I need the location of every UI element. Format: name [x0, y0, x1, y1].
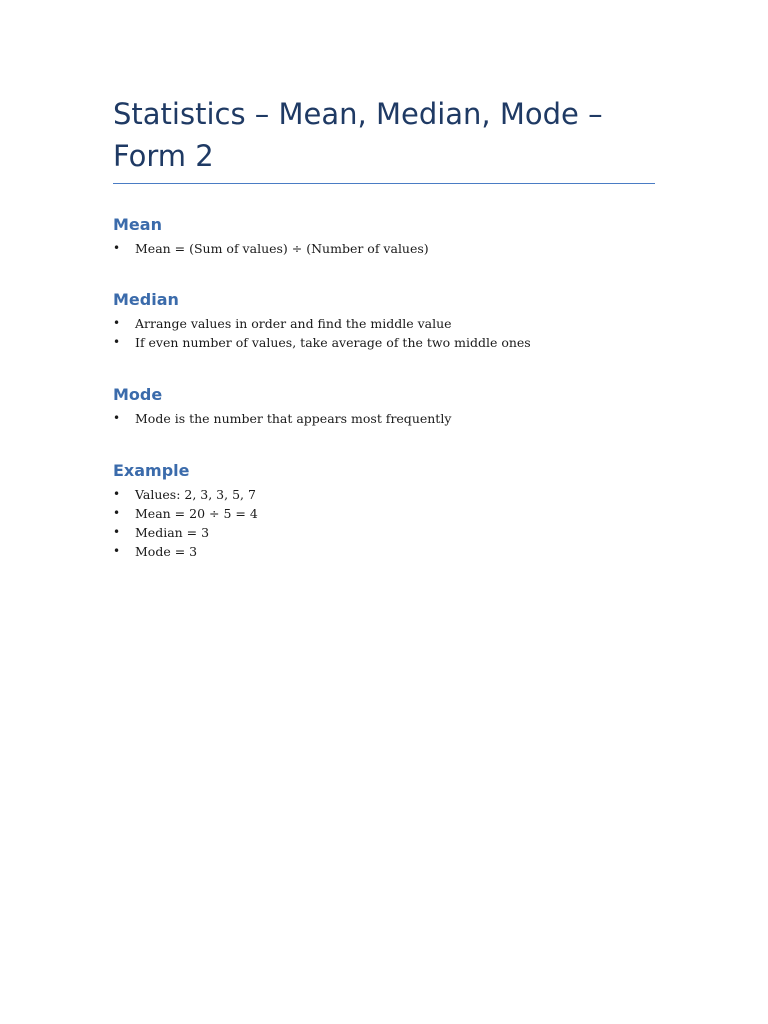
- bullet-icon: •: [113, 544, 121, 558]
- list-item-text: Mean = (Sum of values) ÷ (Number of values): [135, 241, 429, 256]
- section-mode: [113, 385, 655, 428]
- bullet-list-mean: [113, 239, 655, 258]
- section-heading-mode: Mode: [113, 385, 163, 404]
- list-item: [113, 239, 655, 258]
- title-divider: [113, 183, 655, 184]
- list-item-text: Arrange values in order and find the middle value: [135, 316, 452, 331]
- list-item: [113, 333, 655, 352]
- section-heading-median: Median: [113, 290, 179, 309]
- document-title: [113, 93, 655, 177]
- list-item-text: Mean = 20 ÷ 5 = 4: [135, 506, 258, 521]
- bullet-icon: •: [113, 487, 121, 501]
- bullet-icon: •: [113, 316, 121, 330]
- section-mean: [113, 215, 655, 258]
- section-heading-mean: Mean: [113, 215, 162, 234]
- section-heading-example: Example: [113, 461, 190, 480]
- section-median: [113, 290, 655, 352]
- document-page: [113, 93, 655, 561]
- list-item-text: Values: 2, 3, 3, 5, 7: [135, 487, 256, 502]
- bullet-list-mode: [113, 409, 655, 428]
- bullet-list-example: [113, 485, 655, 561]
- document-title-line-1: Statistics – Mean, Median, Mode –: [113, 97, 603, 131]
- bullet-icon: •: [113, 241, 121, 255]
- list-item: [113, 409, 655, 428]
- list-item-text: Median = 3: [135, 525, 210, 540]
- list-item-text: If even number of values, take average of the two middle ones: [135, 335, 531, 350]
- document-title-line-2: Form 2: [113, 139, 214, 173]
- list-item-text: Mode is the number that appears most frequently: [135, 411, 452, 426]
- bullet-icon: •: [113, 335, 121, 349]
- list-item: [113, 314, 655, 333]
- list-item: [113, 485, 655, 504]
- bullet-icon: •: [113, 506, 121, 520]
- bullet-icon: •: [113, 411, 121, 425]
- bullet-icon: •: [113, 525, 121, 539]
- section-example: [113, 461, 655, 561]
- list-item-text: Mode = 3: [135, 544, 198, 559]
- list-item: [113, 504, 655, 523]
- list-item: [113, 542, 655, 561]
- bullet-list-median: [113, 314, 655, 352]
- list-item: [113, 523, 655, 542]
